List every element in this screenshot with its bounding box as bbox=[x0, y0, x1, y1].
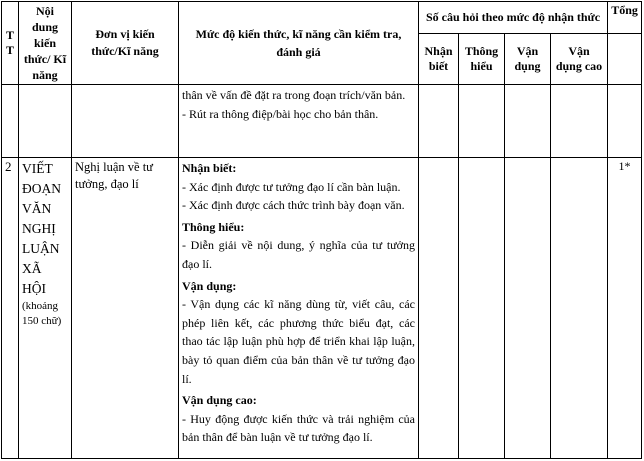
header-tt: T T bbox=[2, 2, 19, 85]
level-thong-hieu: Thông hiểu bbox=[459, 34, 505, 85]
header-muc-do: Mức độ kiến thức, kĩ năng cần kiểm tra, đánh giá bbox=[179, 2, 419, 85]
row2-tt: 2 bbox=[2, 158, 19, 459]
level-van-dung: Vận dụng bbox=[505, 34, 551, 85]
row2-content: Nhận biết: - Xác định được tư tưởng đạo lí cần bàn luận. - Xác định được cách thức trình bày đoạn văn. Thông hiểu: - Diễn giải về nội dung, ý nghĩa của tư tưởng đạo lí. Vận dụng: - Vận dụng các kĩ năng dùng từ, viết câu, các phép liên kết, các phương thức biểu đạt, các thao tác lập luận phù hợp để triển khai lập luận, bày tỏ quan điểm của bản thân về tư tưởng đạo lí. Vận dụng cao: - Huy động được kiến thức và trải nghiệm của bản thân để bàn luận về tư tưởng đạo lí. bbox=[179, 158, 419, 459]
header-so-cau-hoi: Số câu hỏi theo mức độ nhận thức bbox=[419, 2, 608, 34]
table-row-2 bbox=[2, 158, 642, 459]
level-nhan-biet: Nhận biết bbox=[419, 34, 459, 85]
header-row-1 bbox=[2, 2, 642, 34]
header-tong-empty bbox=[608, 34, 642, 85]
level-van-dung-cao: Vận dụng cao bbox=[551, 34, 608, 85]
row2-topic: VIẾT ĐOẠN VĂN NGHỊ LUẬN XÃ HỘI (khoảng 150 chữ) bbox=[19, 158, 72, 459]
header-tong: Tổng bbox=[608, 2, 642, 34]
row2-unit: Nghị luận về tư tưởng, đạo lí bbox=[72, 158, 179, 459]
row2-total: 1* bbox=[608, 158, 642, 459]
table-row-continued bbox=[2, 85, 642, 158]
header-don-vi: Đơn vị kiến thức/Kĩ năng bbox=[72, 2, 179, 85]
continued-content: thân về vấn đề đặt ra trong đoạn trích/văn bản. - Rút ra thông điệp/bài học cho bản thân. bbox=[179, 85, 419, 158]
header-noi-dung: Nội dung kiến thức/ Kĩ năng bbox=[19, 2, 72, 85]
spec-matrix-table bbox=[1, 1, 642, 459]
